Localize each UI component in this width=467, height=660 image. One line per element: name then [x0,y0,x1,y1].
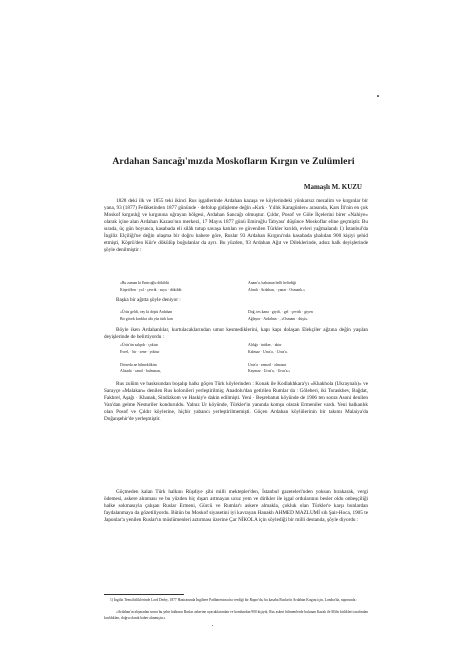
verse-line: Kaymaz · Urus'a, · Urus'a.» [248,369,291,374]
verse-line [120,355,161,362]
paragraph-1: 1828 deki ilk ve 1855 teki ikinci Rus işgallerinde Ardahan kazaşa ve köylerindeki yönkarsız mezalim ve kırgınlar bir yana, 93 (1877) Felâketinden 1877 gününde · defolup gidişleme değin «Kırk · Yıllık Karagünler» arasında, Kars İli'nin en çok Moskof kırgınlığ ve kırgınına uğrayan bölgesi, Ardahan Sancağı olmuştur. Çıldır, Posof ve Göle İlçelerini birer «Nahiye» olarak içine alan Ardahan Kazası'nın merkezi, 17 Mayıs 1877 günü Emiroğlu Tabyası' düşünce Moskoflar eline geçmiştir. Bu sırada, üç gün boyunca, kasabada eli silâh tutup savaşa katılan ve güvenilen Türkler kırıldı, evleri yağmalandı 1) İstanbul'da İngiliz Elçiliği'ne değin ulaşma bir doğru habere göre, Ruslar 93 Ardahan Kırgını'nda kasabada şhalıdan 900 kişiyi şehid etmişti, Köprü'den Kür'e dökülüp boğulanlar da ayrı. Bu yüzden, 93 Ardahan Ağıt ve Dileklerinde, adsız halk deyişlerinde şöyle denilmiştir : [104,198,368,254]
paragraph-4: Rus zulüm ve baskısından boşalıp halkı göçen Türk köylerinden : Konak ile Kodlakhkara'yı «Khakhola (Ukraynalı)» ve Sarayçe «Malakan» denilen Rus kolonileri yerleştirilmiş; Anadolu'dan getirilen Rumlar da : Göleberi, iki Toraskhev, Bağdat, Fakhrel, Aşağı · Khanak, Sindizkom ve Haskiy'e dakin edilmişti. Yeni · Beşrebatun köyünde de 1906 ten sonra Asoni denilen Van'dan gelme Nesturiler konduruldu. Yalnız Ur köyünde, Türkler'in yanında komşu olarak Ermeniler vardı. Yeni balkanlık olan Posof ve Çıldır köylerine, hiçbir yabancı yerleştirilmemişti. Göçen Ardahan köylülerinin bir takımı Malaiya'da Doğanşehir'de yerleşmiştir. [104,381,368,423]
verse-line: Alındı · Ardahan, · yanar · Osmanlı.» [248,287,306,292]
poem-2-right [248,309,313,322]
verse-line: «Ürüs'ün zalıpdı · çoktur [120,343,158,347]
verse-line: Alisada · canal · bulmasın, [120,369,161,374]
verse-line: Kalmaz · Urus'a, · Urus'a. [248,349,288,354]
verse-line: Bir göcek kırdılar altı yüz türk kan [120,316,173,321]
page-title: Ardahan Sancağı'mızda Moskofların Kırgın ve Zulümleri [112,156,355,167]
poem-2-left [120,309,173,322]
verse-line: Anam'a, babamın belli belirdiği [248,281,297,285]
footnote-1: 1) İngiliz Temsilciliklerinde Lord Derby, 1877 Haziranında İngiltere Parlâmentosu'na verdiği bir Rapor'da, bu kasaba Ruslar'ın Ardahan Kırgını için, Londra'da, raporunda : [110,598,358,602]
author-name: Mamaşlı M. KUZU [303,183,362,191]
paragraph-2: Başka bir ağıtta şöyle deniyor : [116,297,181,303]
poem-1-left [120,280,181,293]
poem-3-left [120,342,161,375]
verse-line: «Bu zaman ki Emiroğlu dökildü [120,281,169,285]
verse-line: Dörseda ne bilmeklikim [120,362,157,367]
poem-3-right [248,342,290,375]
scan-speck [212,625,213,626]
verse-line: Köprü'den · yol · çevrik · suya · dökildü [120,287,182,292]
verse-line: Doğ, tes kana · giydi, · gel · çevrik · giyen [248,310,313,314]
footnote-divider [104,594,184,595]
verse-line: Evrel, · bir · sene · yoktur [120,349,160,354]
verse-line [248,355,290,362]
scan-speck [377,95,379,97]
verse-line: «Ürüs geldi, vay ki döştü Ardahan [120,310,173,314]
paragraph-5: Göçmeden kalan Türk halkını Rüşdiye şibi milli mektepler'den, İstanbul gazeteleri'nden yoksun bırakarak, vergi ödemesi, askere alınması ve bu yüzden hiç dışarı artmayan ucuz yem ve dirikler ile işgal ordularının besler oldu onbeşçiliği halke sokmasıyla çalışan Ruslar Ermeni, Gürcü ve Rumlar'ı askere almakla, çokluk olan Türkler'e karşı bunlardan faydalanmaya da gözetiliyordu. Bütün bu Moskof siyasetini iyi kavrayan Hanakh AHMED MAZLUMİ sih Şair-Hoca, 1905 te Japonlar'a yenilen Ruslar'ın müslümenleri aztırması üzerine Çar NİKOLA için söylediği bir milli destanda, şöyle diyordu : [104,489,368,524]
verse-line: Aldığı · intiker, · aktır [248,343,282,347]
verse-line: Ağlayor · Ardahan · , «Osmanı · düşü» [248,316,308,321]
verse-line: Urus'a · zemzil · olmasın [248,362,287,367]
footnote-2: «Ardahan'ın alışmadan sonra bu şehir halkının Ruslar askerine uyacaklarından ve bombardan 900 kişiydı, Rus askeri bilmemlerde bulunan Kazak ile Milis birlikleri tarafından kırıldıkları, doğru olarak haber alınmıştır.» [104,610,368,620]
paragraph-3: Böyle iken Ardahanlılar, kurtulacaklarından umut kesmediklerini, kapı kapı dolaşan Elekçiler ağzına değin yaşılan deyişlerinde de belirtiyordu : [104,327,368,341]
poem-1-right [248,280,305,293]
